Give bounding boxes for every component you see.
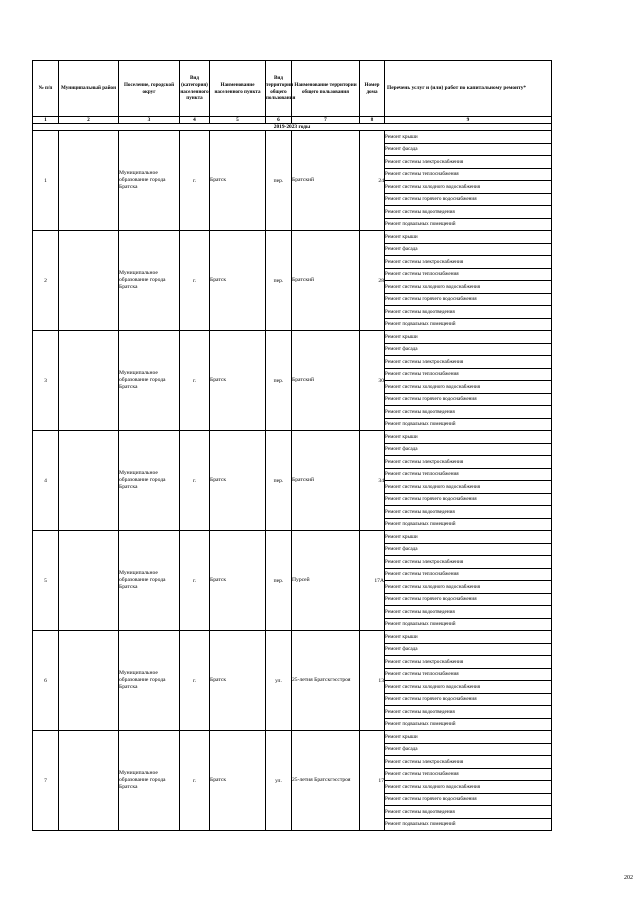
settlement-cell: Муниципальное образование города Братска <box>119 431 180 531</box>
header-district: Муниципальный район <box>59 61 119 117</box>
locality-kind-cell: г. <box>180 331 210 431</box>
column-number: 1 <box>33 117 59 124</box>
area-name-cell: Братский <box>292 131 360 231</box>
settlement-cell: Муниципальное образование города Братска <box>119 131 180 231</box>
service-item: Ремонт системы холодного водоснабжения <box>385 581 552 594</box>
table-body <box>33 131 552 831</box>
service-item: Ремонт системы теплоснабжения <box>385 168 552 181</box>
service-item: Ремонт системы холодного водоснабжения <box>385 281 552 294</box>
area-name-cell: Братский <box>292 231 360 331</box>
area-kind-cell: ул. <box>266 731 292 831</box>
column-number: 2 <box>59 117 119 124</box>
row-number: 4 <box>33 431 59 531</box>
district-cell <box>59 531 119 631</box>
settlement-cell: Муниципальное образование города Братска <box>119 731 180 831</box>
service-item: Ремонт системы горячего водоснабжения <box>385 593 552 606</box>
service-item: Ремонт системы теплоснабжения <box>385 668 552 681</box>
column-number: 5 <box>210 117 266 124</box>
service-item: Ремонт системы водоотведения <box>385 706 552 719</box>
service-item: Ремонт крыши <box>385 731 552 744</box>
area-name-cell: 25-летия Братскгэсстроя <box>292 731 360 831</box>
area-kind-cell: пер. <box>266 231 292 331</box>
table-row <box>33 531 552 544</box>
header-services: Перечень услуг и (или) работ по капитальному ремонту* <box>385 61 552 117</box>
settlement-cell: Муниципальное образование города Братска <box>119 531 180 631</box>
area-name-cell: 25-летия Братскгэсстроя <box>292 631 360 731</box>
service-item: Ремонт фасада <box>385 443 552 456</box>
service-item: Ремонт фасада <box>385 643 552 656</box>
header-area-kind: Вид территории общего пользования <box>266 61 292 117</box>
row-number: 6 <box>33 631 59 731</box>
service-item: Ремонт системы теплоснабжения <box>385 768 552 781</box>
service-item: Ремонт системы теплоснабжения <box>385 468 552 481</box>
row-number: 2 <box>33 231 59 331</box>
area-kind-cell: ул. <box>266 631 292 731</box>
period-row <box>33 124 552 131</box>
table-row <box>33 731 552 744</box>
service-item: Ремонт крыши <box>385 431 552 444</box>
service-item: Ремонт фасада <box>385 243 552 256</box>
house-number-cell: 24 <box>360 131 385 231</box>
service-item: Ремонт системы водоотведения <box>385 206 552 219</box>
service-item: Ремонт системы водоотведения <box>385 806 552 819</box>
row-number: 7 <box>33 731 59 831</box>
locality-kind-cell: г. <box>180 531 210 631</box>
header-house: Номер дома <box>360 61 385 117</box>
column-number: 3 <box>119 117 180 124</box>
page-number: 202 <box>624 875 633 881</box>
header-row <box>33 61 552 117</box>
house-number-cell: 28 <box>360 231 385 331</box>
repair-register-table <box>32 60 552 831</box>
settlement-cell: Муниципальное образование города Братска <box>119 631 180 731</box>
service-item: Ремонт подвальных помещений <box>385 518 552 531</box>
service-item: Ремонт системы теплоснабжения <box>385 268 552 281</box>
service-item: Ремонт системы холодного водоснабжения <box>385 781 552 794</box>
service-item: Ремонт системы электроснабжения <box>385 156 552 169</box>
district-cell <box>59 231 119 331</box>
service-item: Ремонт крыши <box>385 331 552 344</box>
area-kind-cell: пер. <box>266 131 292 231</box>
house-number-cell: 34 <box>360 431 385 531</box>
service-item: Ремонт системы горячего водоснабжения <box>385 193 552 206</box>
service-item: Ремонт фасада <box>385 143 552 156</box>
service-item: Ремонт системы водоотведения <box>385 506 552 519</box>
table-row <box>33 631 552 644</box>
column-number: 8 <box>360 117 385 124</box>
service-item: Ремонт системы теплоснабжения <box>385 568 552 581</box>
locality-cell: Братск <box>210 731 266 831</box>
service-item: Ремонт подвальных помещений <box>385 218 552 231</box>
table-row <box>33 131 552 144</box>
locality-cell: Братск <box>210 431 266 531</box>
service-item: Ремонт системы теплоснабжения <box>385 368 552 381</box>
area-kind-cell: пер. <box>266 331 292 431</box>
settlement-cell: Муниципальное образование города Братска <box>119 331 180 431</box>
service-item: Ремонт системы водоотведения <box>385 306 552 319</box>
service-item: Ремонт фасада <box>385 343 552 356</box>
locality-cell: Братск <box>210 531 266 631</box>
service-item: Ремонт подвальных помещений <box>385 618 552 631</box>
service-item: Ремонт системы горячего водоснабжения <box>385 793 552 806</box>
row-number: 5 <box>33 531 59 631</box>
column-number-row <box>33 117 552 124</box>
service-item: Ремонт системы холодного водоснабжения <box>385 481 552 494</box>
row-number: 1 <box>33 131 59 231</box>
service-item: Ремонт системы холодного водоснабжения <box>385 181 552 194</box>
service-item: Ремонт системы электроснабжения <box>385 356 552 369</box>
service-item: Ремонт системы водоотведения <box>385 406 552 419</box>
service-item: Ремонт крыши <box>385 531 552 544</box>
service-item: Ремонт системы холодного водоснабжения <box>385 681 552 694</box>
table-row <box>33 431 552 444</box>
service-item: Ремонт системы горячего водоснабжения <box>385 693 552 706</box>
service-item: Ремонт системы горячего водоснабжения <box>385 493 552 506</box>
service-item: Ремонт системы электроснабжения <box>385 556 552 569</box>
locality-kind-cell: г. <box>180 431 210 531</box>
service-item: Ремонт системы холодного водоснабжения <box>385 381 552 394</box>
table-row <box>33 331 552 344</box>
service-item: Ремонт фасада <box>385 543 552 556</box>
house-number-cell: 13 <box>360 631 385 731</box>
period-label: 2019-2023 годы <box>33 124 552 131</box>
service-item: Ремонт системы электроснабжения <box>385 256 552 269</box>
service-item: Ремонт системы водоотведения <box>385 606 552 619</box>
header-locality: Наименование населенного пункта <box>210 61 266 117</box>
district-cell <box>59 131 119 231</box>
district-cell <box>59 731 119 831</box>
locality-cell: Братск <box>210 631 266 731</box>
locality-kind-cell: г. <box>180 231 210 331</box>
settlement-cell: Муниципальное образование города Братска <box>119 231 180 331</box>
locality-cell: Братск <box>210 231 266 331</box>
area-kind-cell: пер. <box>266 431 292 531</box>
house-number-cell: 30 <box>360 331 385 431</box>
service-item: Ремонт системы горячего водоснабжения <box>385 393 552 406</box>
district-cell <box>59 331 119 431</box>
area-name-cell: Братский <box>292 431 360 531</box>
locality-kind-cell: г. <box>180 631 210 731</box>
area-name-cell: Братский <box>292 331 360 431</box>
locality-kind-cell: г. <box>180 131 210 231</box>
header-settlement: Поселение, городской округ <box>119 61 180 117</box>
district-cell <box>59 631 119 731</box>
header-number: № п/п <box>33 61 59 117</box>
table-row <box>33 231 552 244</box>
service-item: Ремонт фасада <box>385 743 552 756</box>
locality-cell: Братск <box>210 131 266 231</box>
house-number-cell: 17А <box>360 531 385 631</box>
column-number: 7 <box>292 117 360 124</box>
row-number: 3 <box>33 331 59 431</box>
house-number-cell: 17 <box>360 731 385 831</box>
district-cell <box>59 431 119 531</box>
locality-cell: Братск <box>210 331 266 431</box>
service-item: Ремонт подвальных помещений <box>385 418 552 431</box>
service-item: Ремонт системы электроснабжения <box>385 756 552 769</box>
service-item: Ремонт подвальных помещений <box>385 718 552 731</box>
service-item: Ремонт системы электроснабжения <box>385 656 552 669</box>
locality-kind-cell: г. <box>180 731 210 831</box>
service-item: Ремонт крыши <box>385 631 552 644</box>
area-name-cell: Пурсей <box>292 531 360 631</box>
column-number: 9 <box>385 117 552 124</box>
service-item: Ремонт подвальных помещений <box>385 818 552 831</box>
column-number: 6 <box>266 117 292 124</box>
column-number: 4 <box>180 117 210 124</box>
header-locality-kind: Вид (категория) населенного пункта <box>180 61 210 117</box>
service-item: Ремонт системы горячего водоснабжения <box>385 293 552 306</box>
area-kind-cell: пер. <box>266 531 292 631</box>
header-area-name: Наименование территории общего пользования <box>292 61 360 117</box>
service-item: Ремонт системы электроснабжения <box>385 456 552 469</box>
service-item: Ремонт подвальных помещений <box>385 318 552 331</box>
service-item: Ремонт крыши <box>385 231 552 244</box>
service-item: Ремонт крыши <box>385 131 552 144</box>
